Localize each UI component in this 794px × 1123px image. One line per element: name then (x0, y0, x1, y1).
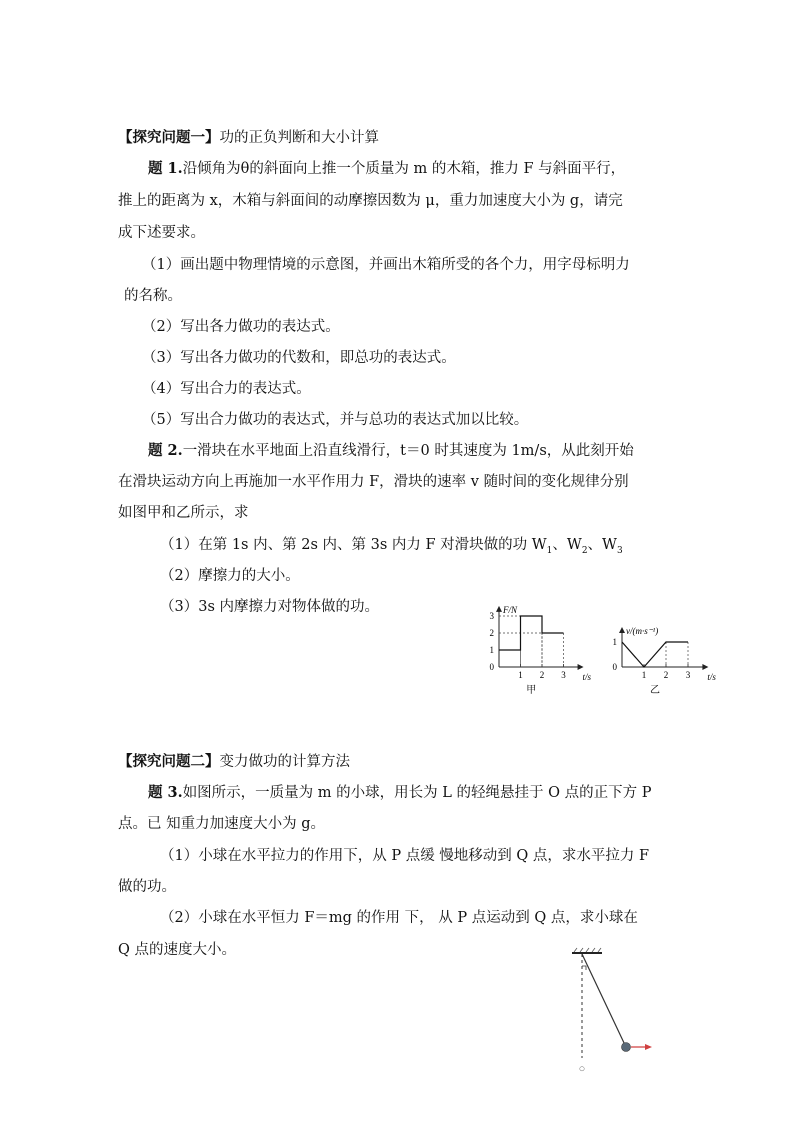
jia-y-tick-label: 3 (489, 611, 494, 621)
q2-sub2: （2）摩擦力的大小。 (160, 568, 300, 584)
q2-sub1-text: （1）在第 1s 内、第 2s 内、第 3s 内力 F 对滑块做的功 W (160, 537, 547, 553)
yi-y-tick-label: 1 (612, 637, 617, 647)
q3-label: 题 3. (148, 784, 183, 801)
angle-mark (582, 966, 586, 970)
yi-x-arrow (702, 664, 708, 670)
jia-y-tick-label: 1 (489, 645, 494, 655)
q1-sub1a: （1）画出题中物理情境的示意图，并画出木箱所受的各个力，用字母标明力 (142, 257, 630, 273)
w3-letter: W (602, 537, 617, 553)
chart-yi (612, 604, 724, 700)
q1-text1: 沿倾角为θ的斜面向上推一个质量为 m 的木箱，推力 F 与斜面平行， (182, 161, 626, 177)
w1-subscript: 1 (546, 545, 553, 556)
q2-label: 题 2. (148, 442, 183, 459)
rope (582, 954, 625, 1045)
yi-y-arrow (619, 627, 625, 633)
q1-sub5: （5）写出合力做功的表达式，并与总功的表达式加以比较。 (142, 412, 529, 428)
yi-x-tick-label: 1 (641, 670, 647, 680)
q1-sub3: （3）写出各力做功的代数和，即总功的表达式。 (142, 350, 456, 366)
q1-line1 (148, 159, 625, 179)
jia-x-tick-label: 3 (561, 670, 566, 680)
q2-sub1 (160, 535, 623, 561)
jia-y-arrow (496, 606, 502, 612)
jia-title: 甲 (526, 685, 537, 696)
q1-line3: 成下述要求。 (118, 225, 205, 241)
q3-sub1a: （1）小球在水平拉力的作用下，从 P 点缓 慢地移动到 Q 点，求水平拉力 F (160, 848, 650, 864)
q1-sub4: （4）写出合力的表达式。 (142, 381, 311, 397)
yi-y-label: v/(m·s⁻¹) (626, 626, 659, 636)
q2-line2: 在滑块运动方向上再施加一水平作用力 F，滑块的速率 v 随时间的变化规律分别 (118, 474, 629, 490)
jia-x-tick-label: 1 (518, 670, 523, 680)
q2-line1 (148, 441, 634, 461)
yi-series-line (622, 642, 688, 667)
yi-x-tick-label: 3 (685, 670, 691, 680)
q3-sub1b: 做的功。 (118, 879, 176, 895)
yi-y-tick-label: 0 (612, 662, 617, 672)
sep2: 、 (587, 537, 603, 553)
q1-line2: 推上的距离为 x，木箱与斜面间的动摩擦因数为 μ，重力加速度大小为 g，请完 (118, 193, 623, 209)
jia-x-arrow (578, 664, 584, 670)
force-arrowhead (645, 1044, 652, 1050)
q1-sub1b: 的名称。 (124, 288, 182, 304)
sep1: 、 (552, 537, 567, 553)
pendulum-figure (560, 946, 660, 1076)
q3-sub2b: Q 点的速度大小。 (118, 942, 236, 958)
yi-title: 乙 (650, 685, 660, 696)
q1-label: 题 1. (148, 160, 183, 177)
jia-y-tick-label: 2 (489, 628, 494, 638)
q2-line3: 如图甲和乙所示，求 (118, 505, 249, 521)
q3-sub2a: （2）小球在水平恒力 F＝mg 的作用 下， 从 P 点运动到 Q 点，求小球在 (160, 910, 638, 926)
yi-x-tick-label: 2 (663, 670, 669, 680)
yi-x-label: t/s (707, 672, 716, 682)
ball (622, 1043, 631, 1052)
jia-x-tick-label: 2 (539, 670, 545, 680)
q3-line1 (148, 783, 651, 803)
section2-heading (118, 752, 350, 772)
section1-bracket: 【探究问题一】 (118, 129, 220, 146)
q3-line2: 点。已 知重力加速度大小为 g。 (118, 816, 325, 832)
point-p-label: ○ (578, 1063, 586, 1075)
q3-text1: 如图所示，一质量为 m 的小球，用长为 L 的轻绳悬挂于 O 点的正下方 P (182, 785, 652, 801)
section2-title: 变力做功的计算方法 (219, 754, 350, 770)
q2-text1: 一滑块在水平地面上沿直线滑行，t＝0 时其速度为 1m/s，从此刻开始 (182, 443, 634, 459)
chart-jia (482, 600, 607, 700)
q1-sub2: （2）写出各力做功的表达式。 (142, 319, 340, 335)
section1-title: 功的正负判断和大小计算 (219, 130, 379, 146)
jia-y-tick-label: 0 (489, 662, 494, 672)
section2-bracket: 【探究问题二】 (118, 753, 220, 770)
section1-heading (118, 128, 379, 148)
w3-subscript: 3 (616, 545, 623, 556)
jia-x-label: t/s (582, 672, 592, 682)
jia-y-label: F/N (503, 604, 518, 615)
w2-subscript: 2 (581, 545, 588, 556)
q2-sub3: （3）3s 内摩擦力对物体做的功。 (160, 599, 379, 615)
w2-letter: W (566, 537, 582, 553)
ceiling-hatch (574, 948, 601, 952)
